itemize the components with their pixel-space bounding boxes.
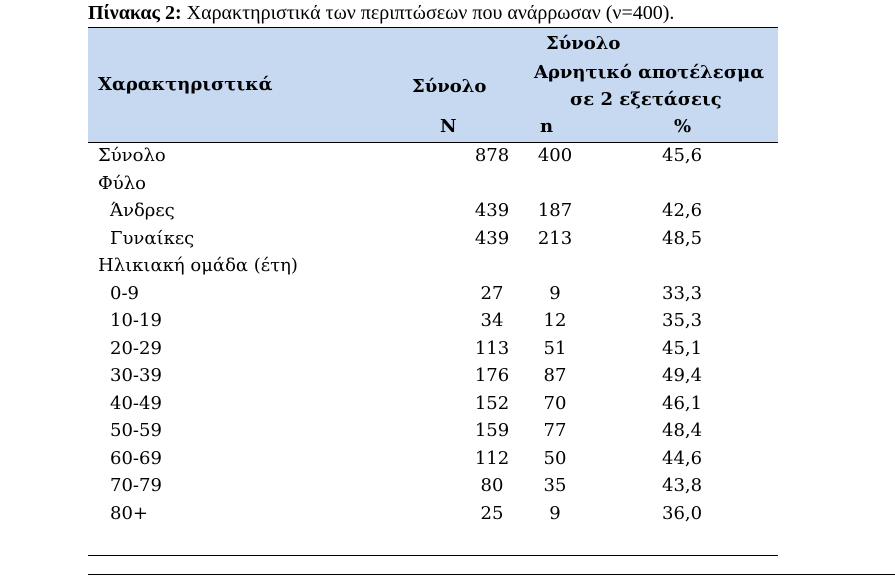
header-negative-result-line1: Αρνητικό αποτέλεσμα xyxy=(534,62,765,83)
row-total-N: 34 xyxy=(480,310,504,331)
row-negative-n: 9 xyxy=(549,282,561,304)
row-percent: 48,4 xyxy=(662,420,703,441)
row-percent: 48,5 xyxy=(662,227,703,249)
row-label: 0-9 xyxy=(110,282,139,304)
row-label: 80+ xyxy=(110,502,148,524)
table-row xyxy=(88,170,778,198)
row-percent: 44,6 xyxy=(662,447,703,469)
row-label: Γυναίκες xyxy=(110,227,195,249)
header-negative-result-line2: σε 2 εξετάσεις xyxy=(570,89,722,110)
header-total-column: Σύνολο xyxy=(412,76,487,97)
row-percent: 49,4 xyxy=(662,365,703,386)
table-row xyxy=(88,500,778,528)
table-row xyxy=(88,390,778,418)
row-percent: 43,8 xyxy=(662,475,703,496)
row-negative-n: 77 xyxy=(543,420,567,441)
table-row xyxy=(88,445,778,473)
row-negative-n: 400 xyxy=(537,145,573,166)
row-negative-n: 51 xyxy=(543,337,567,359)
row-label: Φύλο xyxy=(98,172,146,194)
row-total-N: 113 xyxy=(474,337,510,359)
row-negative-n: 213 xyxy=(537,227,573,249)
row-total-N: 25 xyxy=(480,502,504,524)
row-negative-n: 187 xyxy=(537,200,573,221)
row-label: 50-59 xyxy=(110,420,162,441)
row-negative-n: 35 xyxy=(543,475,567,496)
table-body xyxy=(88,142,778,527)
row-label: 20-29 xyxy=(110,337,162,359)
row-total-N: 878 xyxy=(474,145,510,166)
table-row xyxy=(88,197,778,225)
row-total-N: 112 xyxy=(474,447,510,469)
row-total-N: 439 xyxy=(474,200,510,221)
header-group-title: Σύνολο xyxy=(546,33,621,54)
table-caption-label: Πίνακας 2: xyxy=(88,2,182,24)
table-caption xyxy=(88,2,674,25)
row-label: 60-69 xyxy=(110,447,162,469)
row-percent: 36,0 xyxy=(662,502,703,524)
header-N: N xyxy=(440,116,457,137)
row-negative-n: 87 xyxy=(543,365,567,386)
row-percent: 46,1 xyxy=(662,392,703,414)
table-row xyxy=(88,335,778,363)
row-percent: 42,6 xyxy=(662,200,703,221)
row-percent: 45,6 xyxy=(662,145,703,166)
table-row xyxy=(88,225,778,253)
table-row xyxy=(88,472,778,500)
row-negative-n: 12 xyxy=(543,310,567,331)
table-row xyxy=(88,142,778,170)
header-characteristics: Χαρακτηριστικά xyxy=(98,74,273,95)
row-total-N: 159 xyxy=(474,420,510,441)
row-label: 30-39 xyxy=(110,365,162,386)
row-total-N: 27 xyxy=(480,282,504,304)
row-negative-n: 50 xyxy=(543,447,567,469)
table-caption-text: Χαρακτηριστικά των περιπτώσεων που ανάρρωσαν (ν=400). xyxy=(181,2,675,24)
table-row xyxy=(88,417,778,445)
row-negative-n: 9 xyxy=(549,502,561,524)
row-label: Σύνολο xyxy=(98,145,166,166)
table-row xyxy=(88,252,778,280)
row-label: 10-19 xyxy=(110,310,162,331)
row-label: 40-49 xyxy=(110,392,162,414)
row-total-N: 152 xyxy=(474,392,510,414)
table-bottom-rule xyxy=(88,555,778,556)
row-negative-n: 70 xyxy=(543,392,567,414)
table-row xyxy=(88,307,778,335)
row-percent: 45,1 xyxy=(662,337,703,359)
header-percent: % xyxy=(674,116,692,137)
row-label: 70-79 xyxy=(110,475,162,496)
row-percent: 33,3 xyxy=(662,282,703,304)
row-percent: 35,3 xyxy=(662,310,703,331)
table-row xyxy=(88,280,778,308)
row-label: Άνδρες xyxy=(110,200,175,221)
page-bottom-rule xyxy=(88,574,895,575)
row-total-N: 176 xyxy=(474,365,510,386)
header-n: n xyxy=(540,116,554,137)
table-row xyxy=(88,362,778,390)
row-total-N: 80 xyxy=(480,475,504,496)
row-total-N: 439 xyxy=(474,227,510,249)
row-label: Ηλικιακή ομάδα (έτη) xyxy=(98,255,298,276)
